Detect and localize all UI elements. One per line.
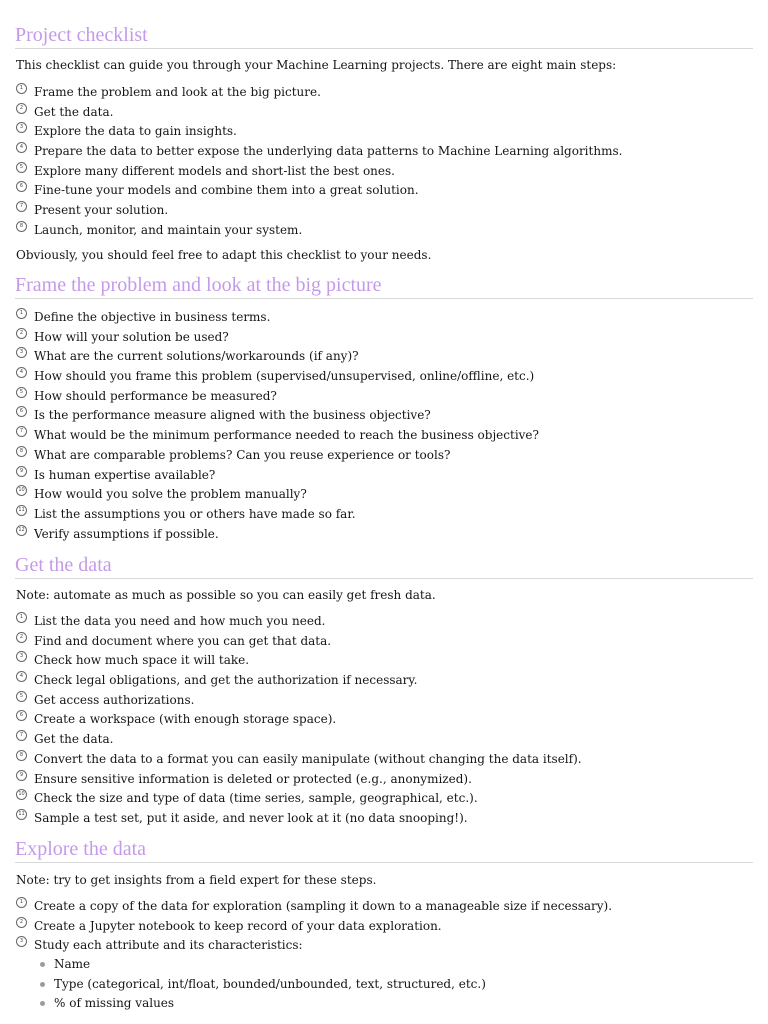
step-number-circle: 4 bbox=[16, 367, 27, 378]
checklist-item-text: Is the performance measure aligned with the business objective? bbox=[34, 408, 431, 423]
checklist-item-text: Get the data. bbox=[34, 732, 114, 747]
intro-paragraph: This checklist can guide you through your Machine Learning projects. There are eight main steps: bbox=[16, 58, 617, 72]
checklist-item-text: Launch, monitor, and maintain your system. bbox=[34, 222, 303, 237]
step-number-circle: 1 bbox=[16, 612, 27, 623]
sub-list-item-text: Type (categorical, int/float, bounded/unbounded, text, structured, etc.) bbox=[54, 976, 486, 991]
checklist-item-text: How would you solve the problem manually? bbox=[34, 487, 307, 502]
checklist-item-text: Fine-tune your models and combine them into a great solution. bbox=[34, 183, 419, 198]
step-number-circle: 8 bbox=[16, 221, 27, 232]
checklist-item-text: Prepare the data to better expose the underlying data patterns to Machine Learning algorithms. bbox=[34, 144, 623, 159]
checklist-item-text: Present your solution. bbox=[34, 203, 169, 218]
checklist-item-text: Is human expertise available? bbox=[34, 467, 216, 482]
section-heading-frame-the-problem bbox=[15, 272, 753, 299]
step-number-circle: 1 bbox=[16, 897, 27, 908]
bullet-icon bbox=[40, 962, 45, 967]
step-number-circle: 3 bbox=[16, 122, 27, 133]
checklist-item-text: What are comparable problems? Can you reuse experience or tools? bbox=[34, 447, 451, 462]
checklist-item-text: Define the objective in business terms. bbox=[34, 310, 271, 324]
checklist-item-text: List the data you need and how much you need. bbox=[34, 614, 326, 628]
checklist-item-text: Check how much space it will take. bbox=[34, 653, 250, 668]
checklist-item-text: Check the size and type of data (time series, sample, geographical, etc.). bbox=[34, 791, 478, 806]
step-number-circle: 8 bbox=[16, 750, 27, 761]
step-number-circle: 3 bbox=[16, 651, 27, 662]
step-number-circle: 10 bbox=[16, 485, 27, 496]
checklist-item-text: Create a Jupyter notebook to keep record of your data exploration. bbox=[34, 918, 442, 933]
checklist-item-text: Create a workspace (with enough storage space). bbox=[34, 712, 337, 727]
get-data-note: Note: automate as much as possible so you can easily get fresh data. bbox=[16, 588, 436, 602]
step-number-circle: 5 bbox=[16, 387, 27, 398]
checklist-item-text: Explore the data to gain insights. bbox=[34, 124, 237, 139]
step-number-circle: 2 bbox=[16, 328, 27, 339]
step-number-circle: 2 bbox=[16, 917, 27, 928]
step-number-circle: 8 bbox=[16, 446, 27, 457]
checklist-item-text: Create a copy of the data for exploration (sampling it down to a manageable size if necessary). bbox=[34, 899, 613, 913]
checklist-item-text: Sample a test set, put it aside, and never look at it (no data snooping!). bbox=[34, 810, 468, 825]
checklist-item-text: Find and document where you can get that data. bbox=[34, 633, 332, 648]
checklist-item-text: Ensure sensitive information is deleted or protected (e.g., anonymized). bbox=[34, 771, 472, 786]
step-number-circle: 7 bbox=[16, 426, 27, 437]
step-number-circle: 9 bbox=[16, 770, 27, 781]
outro-paragraph: Obviously, you should feel free to adapt this checklist to your needs. bbox=[16, 248, 432, 262]
checklist-item-text: List the assumptions you or others have made so far. bbox=[34, 506, 356, 521]
section-heading-project-checklist bbox=[15, 22, 753, 49]
step-number-circle: 11 bbox=[16, 809, 27, 820]
sub-list-item-text: % of missing values bbox=[54, 996, 175, 1011]
heading-text: Project checklist bbox=[15, 24, 148, 46]
checklist-item-text: How should you frame this problem (supervised/unsupervised, online/offline, etc.) bbox=[34, 369, 535, 384]
step-number-circle: 1 bbox=[16, 83, 27, 94]
heading-text: Get the data bbox=[15, 554, 112, 576]
step-number-circle: 5 bbox=[16, 691, 27, 702]
checklist-item-text: How should performance be measured? bbox=[34, 388, 277, 403]
step-number-circle: 7 bbox=[16, 201, 27, 212]
step-number-circle: 9 bbox=[16, 466, 27, 477]
step-number-circle: 6 bbox=[16, 181, 27, 192]
step-number-circle: 1 bbox=[16, 308, 27, 319]
checklist-item-text: Verify assumptions if possible. bbox=[34, 526, 219, 541]
checklist-item-text: Get the data. bbox=[34, 104, 114, 119]
step-number-circle: 2 bbox=[16, 632, 27, 643]
checklist-item-text: Explore many different models and short-list the best ones. bbox=[34, 163, 395, 178]
step-number-circle: 2 bbox=[16, 103, 27, 114]
step-number-circle: 12 bbox=[16, 525, 27, 536]
checklist-item-text: Frame the problem and look at the big picture. bbox=[34, 85, 321, 99]
step-number-circle: 5 bbox=[16, 162, 27, 173]
step-number-circle: 4 bbox=[16, 671, 27, 682]
step-number-circle: 3 bbox=[16, 347, 27, 358]
checklist-item-text: How will your solution be used? bbox=[34, 329, 229, 344]
section-heading-get-the-data bbox=[15, 552, 753, 579]
bullet-icon bbox=[40, 982, 45, 987]
bullet-icon bbox=[40, 1001, 45, 1006]
checklist-item-text: What would be the minimum performance needed to reach the business objective? bbox=[34, 428, 539, 443]
step-number-circle: 10 bbox=[16, 789, 27, 800]
checklist-item-text: Convert the data to a format you can easily manipulate (without changing the data itself). bbox=[34, 751, 582, 766]
step-number-circle: 7 bbox=[16, 730, 27, 741]
section-heading-explore-the-data bbox=[15, 836, 753, 863]
heading-text: Explore the data bbox=[15, 838, 147, 860]
checklist-item-text: Get access authorizations. bbox=[34, 692, 195, 707]
step-number-circle: 11 bbox=[16, 505, 27, 516]
heading-text: Frame the problem and look at the big picture bbox=[15, 274, 382, 296]
step-number-circle: 4 bbox=[16, 142, 27, 153]
step-number-circle: 6 bbox=[16, 406, 27, 417]
step-number-circle: 6 bbox=[16, 710, 27, 721]
checklist-item-text: Study each attribute and its characteristics: bbox=[34, 938, 303, 953]
explore-data-note: Note: try to get insights from a field expert for these steps. bbox=[16, 873, 377, 887]
step-number-circle: 3 bbox=[16, 936, 27, 947]
checklist-item-text: What are the current solutions/workarounds (if any)? bbox=[34, 349, 359, 364]
checklist-item-text: Check legal obligations, and get the authorization if necessary. bbox=[34, 673, 418, 688]
sub-list-item-text: Name bbox=[54, 957, 91, 971]
